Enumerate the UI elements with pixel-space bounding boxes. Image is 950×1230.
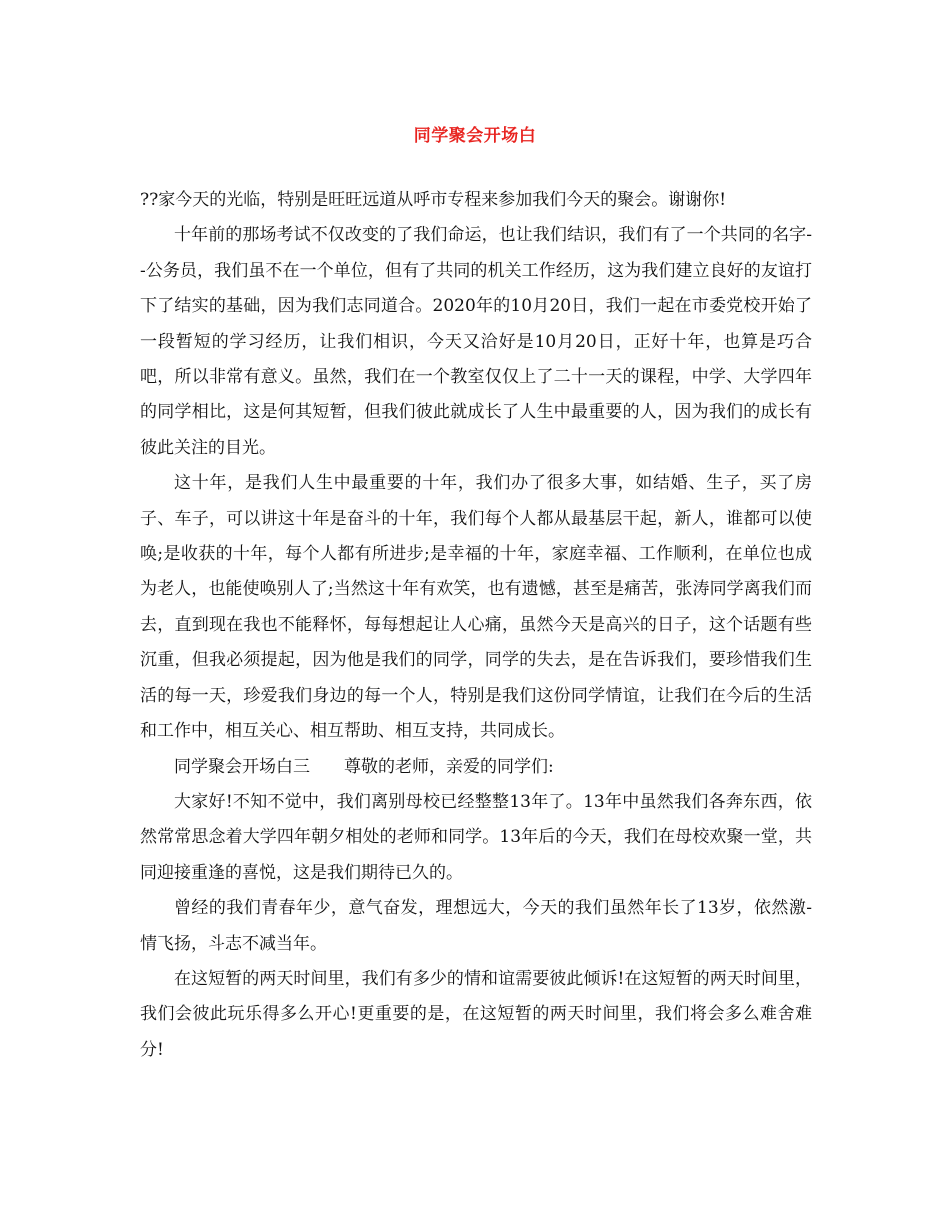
- document-title: 同学聚会开场白: [413, 126, 537, 146]
- paragraph-3: 这十年，是我们人生中最重要的十年，我们办了很多大事，如结婚、生子，买了房子、车子，可以讲这十年是奋斗的十年，我们每个人都从最基层干起，新人，谁都可以使唤;是收获的十年，每个人都有所进步;是幸福的十年，家庭幸福、工作顺利，在单位也成为老人，也能使唤别人了;当然这十年有欢笑，也有遗憾，甚至是痛苦，张涛同学离我们而去，直到现在我也不能释怀，每每想起让人心痛，虽然今天是高兴的日子，这个话题有些沉重，但我必须提起，因为他是我们的同学，同学的失去，是在告诉我们，要珍惜我们生活的每一天，珍爱我们身边的每一个人，特别是我们这份同学情谊，让我们在今后的生活和工作中，相互关心、相互帮助、相互支持，共同成长。: [140, 473, 812, 742]
- paragraph-2: 十年前的那场考试不仅改变的了我们命运，也让我们结识，我们有了一个共同的名字--公务员，我们虽不在一个单位，但有了共同的机关工作经历，这为我们建立良好的友谊打下了结实的基础，因为我们志同道合。2020年的10月20日，我们一起在市委党校开始了一段暂短的学习经历，让我们相识，今天又洽好是10月20日，正好十年，也算是巧合吧，所以非常有意义。虽然，我们在一个教室仅仅上了二十一天的课程，中学、大学四年的同学相比，这是何其短暂，但我们彼此就成长了人生中最重要的人，因为我们的成长有彼此关注的目光。: [140, 225, 812, 458]
- paragraph-7: 在这短暂的两天时间里，我们有多少的情和谊需要彼此倾诉!在这短暂的两天时间里，我们会彼此玩乐得多么开心!更重要的是，在这短暂的两天时间里，我们将会多么难舍难分!: [140, 968, 812, 1060]
- paragraph-4: 同学聚会开场白三 尊敬的老师，亲爱的同学们:: [174, 756, 554, 777]
- paragraph-5: 大家好!不知不觉中，我们离别母校已经整整13年了。13年中虽然我们各奔东西，依然常常思念着大学四年朝夕相处的老师和同学。13年后的今天，我们在母校欢聚一堂，共同迎接重逢的喜悦，这是我们期待已久的。: [140, 791, 812, 883]
- paragraph-1: ??家今天的光临，特别是旺旺远道从呼市专程来参加我们今天的聚会。谢谢你!: [140, 190, 727, 210]
- document-body: [140, 183, 812, 1068]
- paragraph-6: 曾经的我们青春年少，意气奋发，理想远大，今天的我们虽然年长了13岁，依然激-情飞扬，斗志不减当年。: [140, 898, 812, 954]
